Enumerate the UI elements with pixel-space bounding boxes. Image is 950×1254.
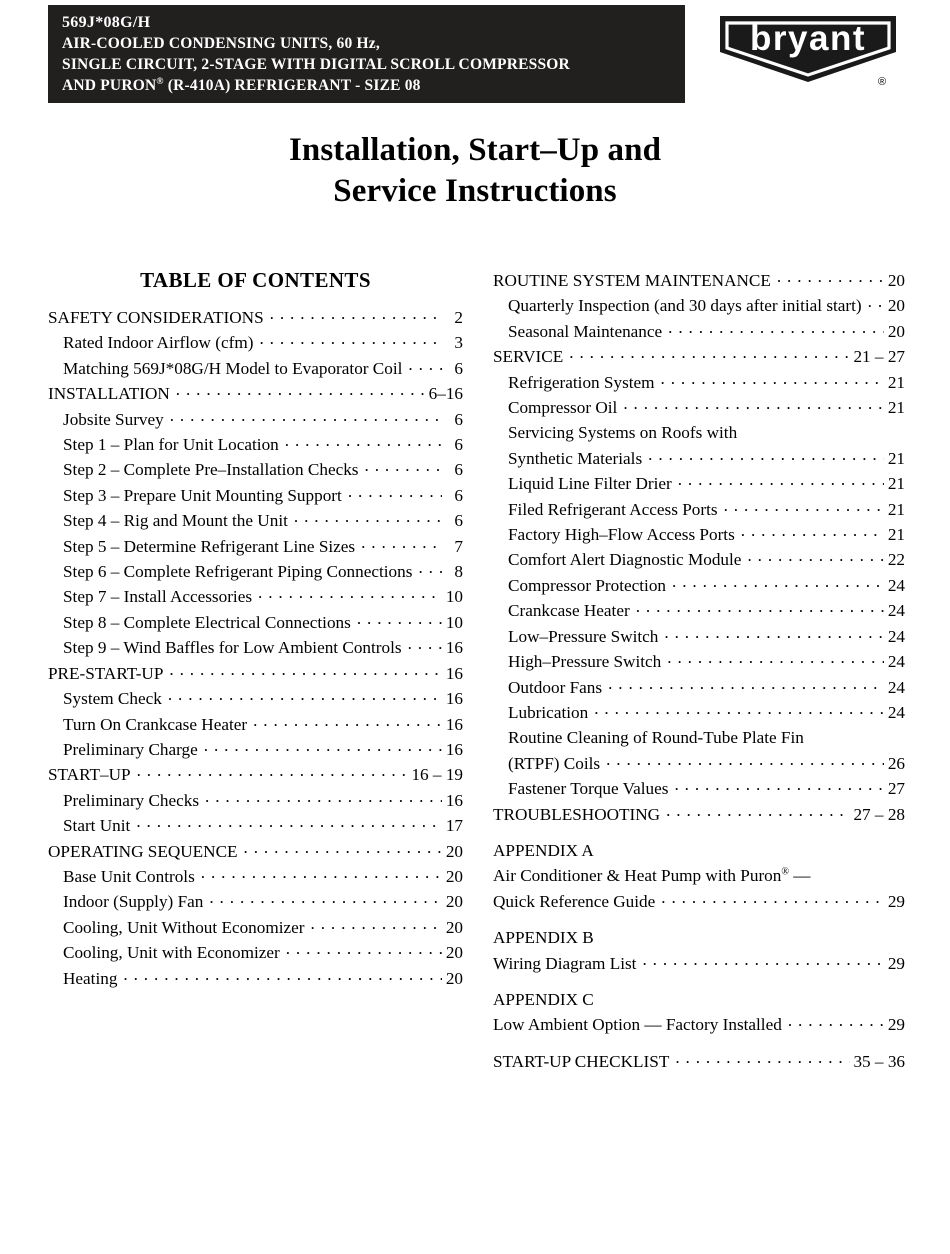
toc-entry[interactable] bbox=[493, 293, 905, 318]
toc-entry[interactable] bbox=[48, 483, 463, 508]
toc-dot-leader bbox=[408, 356, 442, 381]
toc-page-number: 29 bbox=[887, 891, 905, 911]
toc-page-number: 24 bbox=[887, 601, 905, 621]
toc-page-number: 29 bbox=[887, 1015, 905, 1035]
toc-entry[interactable] bbox=[48, 940, 463, 965]
toc-page-number: 16 bbox=[445, 714, 463, 734]
appendix-entry-label: Wiring Diagram List bbox=[493, 953, 637, 973]
toc-entry-label: Comfort Alert Diagnostic Module bbox=[508, 550, 742, 570]
toc-dot-leader bbox=[664, 624, 884, 649]
toc-dot-leader bbox=[868, 293, 884, 318]
toc-dot-leader bbox=[176, 381, 426, 406]
toc-entry[interactable] bbox=[493, 802, 905, 827]
toc-dot-leader bbox=[170, 407, 442, 432]
toc-dot-leader bbox=[244, 839, 442, 864]
toc-page-number: 16 bbox=[445, 689, 463, 709]
toc-entry-label: Matching 569J*08G/H Model to Evaporator Coil bbox=[63, 358, 403, 378]
toc-dot-leader bbox=[678, 471, 884, 496]
toc-entry-label: SAFETY CONSIDERATIONS bbox=[48, 308, 264, 327]
bryant-wordmark: bryant bbox=[750, 19, 866, 58]
toc-entry[interactable] bbox=[493, 751, 905, 776]
appendix-title-label: APPENDIX B bbox=[493, 928, 594, 948]
registered-trademark-icon: ® bbox=[781, 866, 789, 878]
toc-entry-label: Lubrication bbox=[508, 702, 589, 722]
appendix-description bbox=[493, 863, 905, 888]
toc-dot-leader bbox=[648, 446, 884, 471]
toc-entry[interactable] bbox=[493, 725, 905, 750]
toc-page-number: 6 bbox=[454, 511, 463, 531]
appendix-entry-label: Quick Reference Guide bbox=[493, 891, 656, 911]
header-description-line-2: SINGLE CIRCUIT, 2-STAGE WITH DIGITAL SCROLL COMPRESSOR bbox=[62, 56, 570, 73]
toc-entry[interactable] bbox=[493, 319, 905, 344]
toc-dot-leader bbox=[204, 737, 442, 762]
toc-page-number: 21 bbox=[887, 448, 905, 468]
toc-dot-leader bbox=[357, 610, 442, 635]
toc-dot-leader bbox=[311, 915, 443, 940]
toc-entry[interactable] bbox=[493, 344, 905, 369]
toc-dot-leader bbox=[418, 559, 442, 584]
toc-entry[interactable] bbox=[48, 712, 463, 737]
toc-page-number: 20 bbox=[887, 296, 905, 316]
toc-entry-label: Preliminary Checks bbox=[63, 790, 200, 810]
toc-dot-leader bbox=[623, 395, 884, 420]
toc-dot-leader bbox=[209, 889, 442, 914]
toc-page-number: 24 bbox=[887, 702, 905, 722]
toc-dot-leader bbox=[253, 712, 442, 737]
toc-dot-leader bbox=[270, 305, 442, 330]
toc-entry-label: Seasonal Maintenance bbox=[508, 321, 663, 341]
toc-entry-label: Step 1 – Plan for Unit Location bbox=[63, 435, 279, 455]
toc-entry-label: Fastener Torque Values bbox=[508, 779, 669, 799]
appendix-description-label bbox=[493, 863, 810, 888]
toc-entry-label: Cooling, Unit Without Economizer bbox=[63, 917, 305, 937]
toc-entry-label: Step 8 – Complete Electrical Connections bbox=[63, 612, 351, 632]
toc-dot-leader bbox=[168, 686, 442, 711]
toc-entry[interactable] bbox=[48, 635, 463, 660]
toc-dot-leader bbox=[724, 497, 884, 522]
toc-entry-label: Filed Refrigerant Access Ports bbox=[508, 499, 718, 519]
toc-entry[interactable] bbox=[493, 776, 905, 801]
toc-entry-label: Liquid Line Filter Drier bbox=[508, 474, 672, 494]
table-of-contents-heading: TABLE OF CONTENTS bbox=[140, 268, 371, 292]
toc-entry[interactable] bbox=[493, 420, 905, 445]
toc-entry-label: (RTPF) Coils bbox=[508, 753, 601, 773]
toc-entry[interactable] bbox=[493, 700, 905, 725]
toc-page-number: 27 – 28 bbox=[853, 804, 905, 824]
toc-entry-label: Preliminary Charge bbox=[63, 739, 198, 759]
document-title-line-2: Service Instructions bbox=[333, 173, 617, 209]
toc-page-number: 35 – 36 bbox=[853, 1051, 905, 1071]
toc-page-number: 20 bbox=[887, 321, 905, 341]
toc-entry-label: Crankcase Heater bbox=[508, 601, 630, 621]
toc-page-number: 27 bbox=[887, 779, 905, 799]
toc-dot-leader bbox=[258, 584, 442, 609]
toc-page-number: 6 bbox=[454, 460, 463, 480]
header-puron-text: AND PURON bbox=[62, 77, 157, 94]
toc-dot-leader bbox=[606, 751, 884, 776]
toc-page-number: 6 bbox=[454, 409, 463, 429]
toc-entry[interactable] bbox=[48, 457, 463, 482]
header-description-line-1: AIR-COOLED CONDENSING UNITS, 60 Hz, bbox=[62, 35, 380, 52]
toc-page-number: 21 bbox=[887, 474, 905, 494]
toc-entry-label: Step 5 – Determine Refrigerant Line Sizes bbox=[63, 536, 356, 556]
toc-entry-label: Step 7 – Install Accessories bbox=[63, 587, 253, 607]
toc-entry-label: Outdoor Fans bbox=[508, 677, 603, 697]
toc-page-number: 6 bbox=[454, 358, 463, 378]
toc-dot-leader bbox=[642, 951, 884, 976]
appendix-title-label: APPENDIX A bbox=[493, 840, 594, 860]
toc-entry[interactable] bbox=[48, 305, 463, 330]
toc-entry-label: System Check bbox=[63, 689, 162, 709]
toc-page-number: 20 bbox=[445, 841, 463, 861]
toc-entry-label: TROUBLESHOOTING bbox=[493, 804, 661, 824]
toc-entry[interactable] bbox=[48, 762, 463, 787]
toc-entry[interactable] bbox=[48, 330, 463, 355]
toc-dot-leader bbox=[169, 661, 442, 686]
toc-entry-label: Cooling, Unit with Economizer bbox=[63, 943, 280, 963]
toc-page-number: 16 bbox=[445, 638, 463, 658]
appendix-entry[interactable] bbox=[493, 889, 905, 914]
toc-dot-leader bbox=[137, 762, 409, 787]
toc-dot-leader bbox=[285, 432, 442, 457]
toc-page-number: 20 bbox=[445, 866, 463, 886]
toc-entry[interactable] bbox=[48, 864, 463, 889]
registered-trademark-icon: ® bbox=[156, 76, 164, 87]
logo-registered-mark-icon: ® bbox=[878, 76, 887, 88]
appendix-title bbox=[493, 838, 905, 863]
appendix-entry-label: Low Ambient Option — Factory Installed bbox=[493, 1015, 782, 1035]
toc-page-number: 29 bbox=[887, 953, 905, 973]
toc-page-number: 20 bbox=[445, 917, 463, 937]
toc-dot-leader bbox=[741, 522, 884, 547]
toc-entry-label: Turn On Crankcase Heater bbox=[63, 714, 248, 734]
toc-entry[interactable] bbox=[493, 522, 905, 547]
toc-entry-label: OPERATING SEQUENCE bbox=[48, 841, 238, 861]
toc-page-number: 21 bbox=[887, 525, 905, 545]
toc-entry[interactable] bbox=[48, 915, 463, 940]
toc-column-right bbox=[493, 268, 905, 1074]
toc-entry[interactable] bbox=[493, 598, 905, 623]
toc-entry-label: Start Unit bbox=[63, 816, 131, 836]
toc-page-number: 22 bbox=[887, 550, 905, 570]
toc-page-number: 20 bbox=[445, 943, 463, 963]
document-title-line-1: Installation, Start–Up and bbox=[288, 132, 662, 168]
toc-page-number: 10 bbox=[445, 612, 463, 632]
toc-dot-leader bbox=[788, 1012, 884, 1037]
appendix-entry[interactable] bbox=[493, 1012, 905, 1037]
toc-entry[interactable] bbox=[48, 686, 463, 711]
toc-dot-leader bbox=[348, 483, 442, 508]
toc-entry-startup-checklist[interactable] bbox=[493, 1049, 905, 1074]
bryant-shield-icon bbox=[718, 14, 898, 84]
product-header-band bbox=[48, 5, 685, 103]
header-refrigerant-text: (R-410A) REFRIGERANT - SIZE 08 bbox=[163, 77, 421, 94]
appendix-title bbox=[493, 925, 905, 950]
toc-entry-label: Refrigeration System bbox=[508, 372, 655, 392]
toc-page-number: 6–16 bbox=[428, 384, 463, 404]
toc-page-number: 17 bbox=[445, 816, 463, 836]
toc-entry[interactable] bbox=[493, 497, 905, 522]
toc-entry[interactable] bbox=[493, 446, 905, 471]
toc-dot-leader bbox=[294, 508, 442, 533]
toc-page-number: 8 bbox=[454, 562, 463, 582]
toc-dot-leader bbox=[675, 1049, 850, 1074]
toc-page-number: 24 bbox=[887, 677, 905, 697]
toc-dot-leader bbox=[205, 788, 442, 813]
toc-page-number: 20 bbox=[887, 271, 905, 290]
toc-dot-leader bbox=[286, 940, 442, 965]
toc-entry-label: PRE-START-UP bbox=[48, 663, 164, 683]
toc-page-number: 24 bbox=[887, 652, 905, 672]
toc-entry[interactable] bbox=[48, 737, 463, 762]
toc-page-number: 21 bbox=[887, 398, 905, 418]
toc-entry-label: Factory High–Flow Access Ports bbox=[508, 525, 735, 545]
toc-dot-leader bbox=[747, 547, 884, 572]
toc-entry-label: Compressor Oil bbox=[508, 398, 618, 418]
toc-entry[interactable] bbox=[48, 534, 463, 559]
toc-entry[interactable] bbox=[48, 407, 463, 432]
toc-entry-label: Low–Pressure Switch bbox=[508, 626, 659, 646]
toc-dot-leader bbox=[636, 598, 884, 623]
toc-entry-label: High–Pressure Switch bbox=[508, 652, 662, 672]
toc-entry-label: Step 3 – Prepare Unit Mounting Support bbox=[63, 485, 342, 505]
toc-page-number: 16 bbox=[445, 739, 463, 759]
toc-page-number: 16 bbox=[445, 790, 463, 810]
toc-column-left bbox=[48, 305, 463, 991]
toc-entry[interactable] bbox=[48, 788, 463, 813]
toc-page-number: 24 bbox=[887, 626, 905, 646]
toc-page-number: 6 bbox=[454, 435, 463, 455]
toc-dot-leader bbox=[569, 344, 850, 369]
toc-page-number: 21 bbox=[887, 372, 905, 392]
toc-entry[interactable] bbox=[48, 813, 463, 838]
toc-page-number: 26 bbox=[887, 753, 905, 773]
toc-page-number: 21 bbox=[887, 499, 905, 519]
toc-page-number: 2 bbox=[454, 308, 463, 327]
toc-entry[interactable] bbox=[493, 471, 905, 496]
toc-dot-leader bbox=[361, 534, 442, 559]
header-description-line-3 bbox=[62, 75, 685, 96]
toc-entry-label: Step 4 – Rig and Mount the Unit bbox=[63, 511, 288, 531]
toc-entry[interactable] bbox=[493, 624, 905, 649]
toc-page-number: 20 bbox=[445, 968, 463, 988]
toc-entry-label: Routine Cleaning of Round-Tube Plate Fin bbox=[508, 728, 804, 748]
toc-page-number: 16 – 19 bbox=[411, 765, 463, 785]
toc-page-number: 6 bbox=[454, 485, 463, 505]
toc-entry-label: Step 6 – Complete Refrigerant Piping Connections bbox=[63, 562, 413, 582]
toc-entry[interactable] bbox=[48, 432, 463, 457]
toc-entry[interactable] bbox=[493, 675, 905, 700]
toc-dot-leader bbox=[661, 370, 884, 395]
toc-entry-label: Step 2 – Complete Pre–Installation Checks bbox=[63, 460, 359, 480]
toc-dot-leader bbox=[136, 813, 442, 838]
toc-entry-label: Quarterly Inspection (and 30 days after initial start) bbox=[508, 296, 862, 316]
toc-entry-label: Compressor Protection bbox=[508, 575, 667, 595]
toc-entry[interactable] bbox=[48, 508, 463, 533]
toc-entry[interactable] bbox=[48, 661, 463, 686]
appendix-description-suffix: — bbox=[788, 866, 811, 886]
toc-entry[interactable] bbox=[48, 559, 463, 584]
toc-entry-label: Indoor (Supply) Fan bbox=[63, 892, 204, 912]
toc-dot-leader bbox=[672, 573, 884, 598]
appendix-description-text: Air Conditioner & Heat Pump with Puron bbox=[493, 866, 782, 886]
toc-page-number: 21 – 27 bbox=[853, 347, 905, 367]
toc-page-number: 24 bbox=[887, 575, 905, 595]
toc-entry-label: INSTALLATION bbox=[48, 384, 170, 404]
toc-dot-leader bbox=[661, 889, 884, 914]
toc-dot-leader bbox=[777, 268, 884, 293]
appendix-title bbox=[493, 987, 905, 1012]
toc-entry-label: START–UP bbox=[48, 765, 131, 785]
toc-entry[interactable] bbox=[48, 839, 463, 864]
toc-dot-leader bbox=[667, 649, 884, 674]
toc-dot-leader bbox=[674, 776, 884, 801]
toc-entry-label: Synthetic Materials bbox=[508, 448, 643, 468]
toc-dot-leader bbox=[608, 675, 884, 700]
appendix-entry[interactable] bbox=[493, 951, 905, 976]
toc-entry[interactable] bbox=[493, 649, 905, 674]
toc-page-number: 20 bbox=[445, 892, 463, 912]
toc-dot-leader bbox=[666, 802, 850, 827]
toc-dot-leader bbox=[201, 864, 442, 889]
toc-entry-label: SERVICE bbox=[493, 347, 564, 367]
toc-entry-label: Rated Indoor Airflow (cfm) bbox=[63, 333, 254, 353]
toc-entry[interactable] bbox=[48, 356, 463, 381]
toc-entry-label: START-UP CHECKLIST bbox=[493, 1051, 670, 1071]
toc-entry[interactable] bbox=[493, 573, 905, 598]
toc-dot-leader bbox=[594, 700, 884, 725]
toc-entry[interactable] bbox=[48, 610, 463, 635]
toc-entry[interactable] bbox=[493, 370, 905, 395]
document-title bbox=[0, 130, 950, 212]
appendix-title-label: APPENDIX C bbox=[493, 989, 594, 1009]
toc-page-number: 7 bbox=[454, 536, 463, 556]
toc-dot-leader bbox=[259, 330, 442, 355]
toc-entry-label: Step 9 – Wind Baffles for Low Ambient Controls bbox=[63, 638, 402, 658]
toc-entry-label: Heating bbox=[63, 968, 118, 988]
toc-page-number: 16 bbox=[445, 663, 463, 683]
bryant-logo bbox=[718, 14, 898, 92]
toc-dot-leader bbox=[365, 457, 443, 482]
toc-dot-leader bbox=[408, 635, 442, 660]
toc-page-number: 10 bbox=[445, 587, 463, 607]
toc-entry-label: Servicing Systems on Roofs with bbox=[508, 423, 738, 443]
toc-entry[interactable] bbox=[493, 395, 905, 420]
toc-dot-leader bbox=[123, 966, 442, 991]
toc-entry[interactable] bbox=[493, 547, 905, 572]
toc-entry-label: Jobsite Survey bbox=[63, 409, 164, 429]
toc-entry[interactable] bbox=[48, 966, 463, 991]
toc-dot-leader bbox=[668, 319, 884, 344]
toc-entry-label: Base Unit Controls bbox=[63, 866, 195, 886]
toc-entry[interactable] bbox=[48, 381, 463, 406]
toc-entry[interactable] bbox=[48, 889, 463, 914]
toc-entry-label: ROUTINE SYSTEM MAINTENANCE bbox=[493, 271, 771, 290]
toc-entry[interactable] bbox=[493, 268, 905, 293]
header-model-number: 569J*08G/H bbox=[62, 14, 151, 31]
toc-page-number: 3 bbox=[454, 333, 463, 353]
toc-entry[interactable] bbox=[48, 584, 463, 609]
